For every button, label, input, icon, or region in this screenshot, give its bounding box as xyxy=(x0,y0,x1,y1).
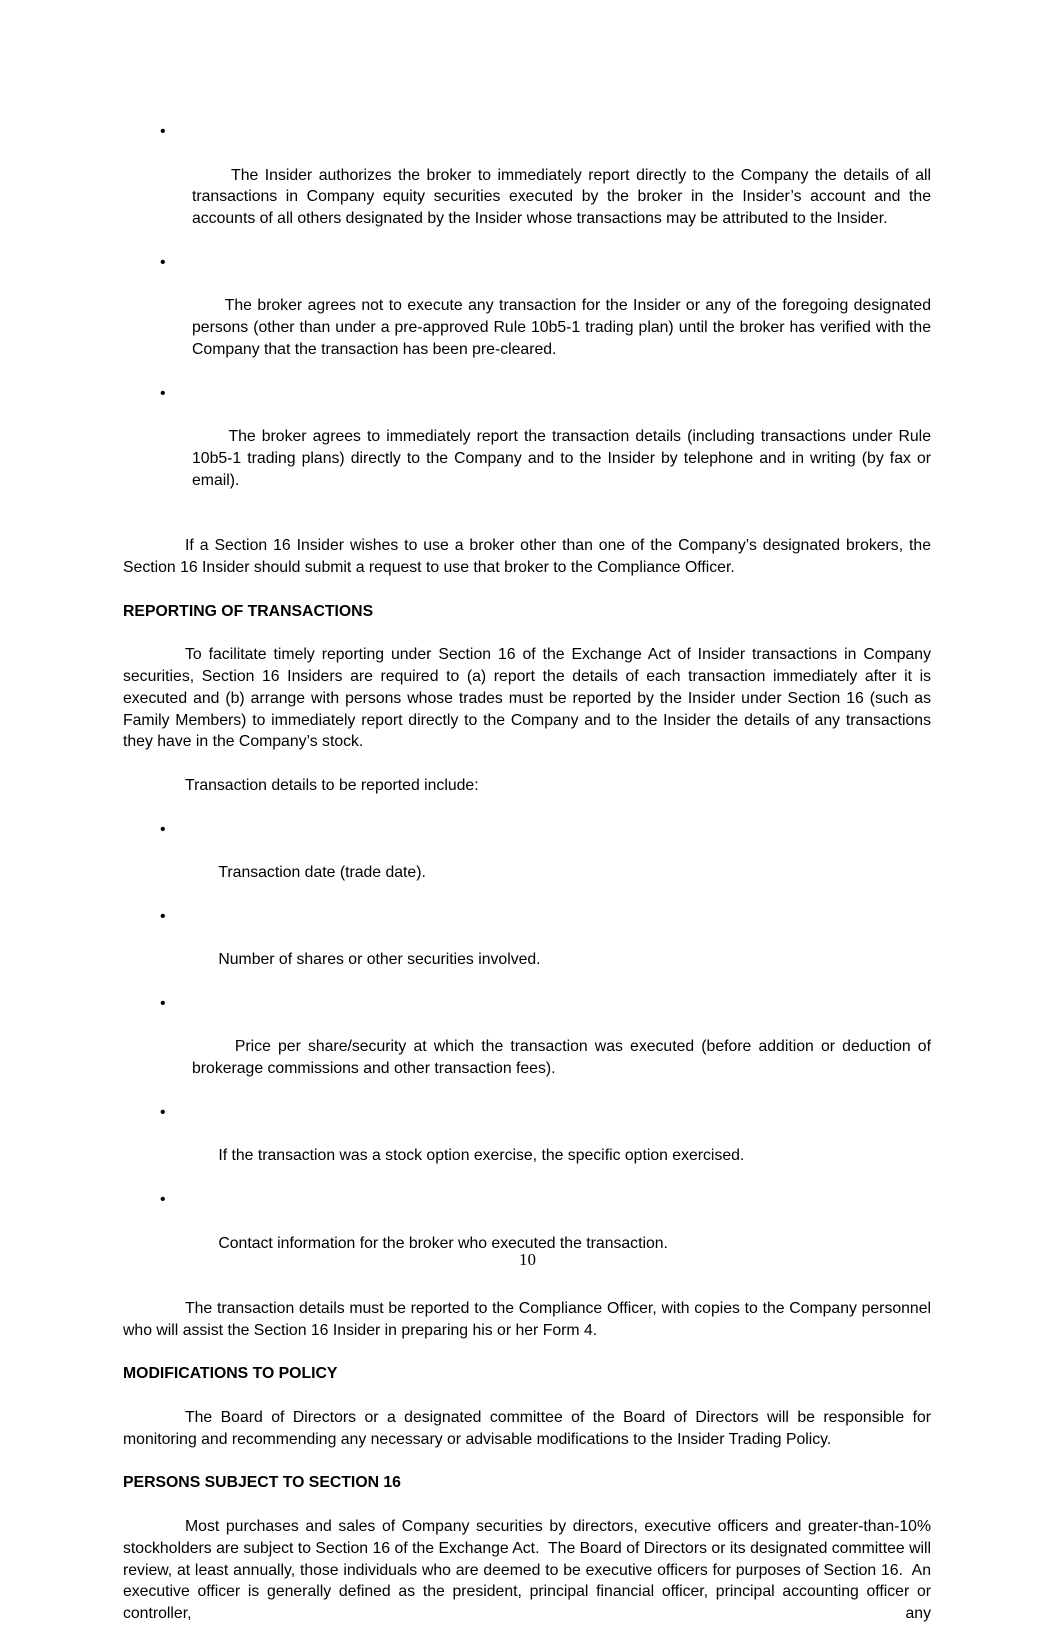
page-number: 10 xyxy=(519,1250,536,1269)
paragraph-transaction-details-intro: Transaction details to be reported include: xyxy=(185,776,479,794)
paragraph-section-16-persons: Most purchases and sales of Company securities by directors, executive officers and greater-than-10% stockholders are subject to Section 16 of the Exchange Act. The Board of Directors or its designated committee will review, at least annually, those individuals who are deemed to be executive officers for purposes of Section 16. An executive officer is generally defined as the president, principal financial officer, principal accounting officer or controller, any xyxy=(123,1518,936,1623)
list-item-text: If the transaction was a stock option exercise, the specific option exercised. xyxy=(218,1147,745,1165)
list-item xyxy=(123,819,931,906)
list-item xyxy=(123,121,936,252)
list-item-text: Transaction date (trade date). xyxy=(218,864,426,882)
list-item-text: The Insider authorizes the broker to immediately report directly to the Company the details of all transactions in Company equity securities executed by the broker in the Insider’s account and the accounts of all others designated by the Insider whose transactions may be attributed to the Insider. xyxy=(192,166,936,228)
bullet-icon: • xyxy=(160,820,166,838)
list-item-text: Number of shares or other securities involved. xyxy=(218,951,541,969)
heading-modifications-to-policy: MODIFICATIONS TO POLICY xyxy=(123,1365,338,1383)
heading-reporting-of-transactions: REPORTING OF TRANSACTIONS xyxy=(123,602,374,620)
bullet-icon: • xyxy=(160,253,166,271)
heading-persons-subject-section-16: PERSONS SUBJECT TO SECTION 16 xyxy=(123,1474,401,1492)
list-item xyxy=(123,906,931,993)
list-item-text: The broker agrees not to execute any transaction for the Insider or any of the foregoing designated persons (other than under a pre-approved Rule 10b5-1 trading plan) until the broker has verified with the Company that the transaction has been pre-cleared. xyxy=(192,297,936,358)
bullet-icon: • xyxy=(160,994,166,1012)
list-item xyxy=(123,383,936,514)
paragraph-reporting-intro: To facilitate timely reporting under Section 16 of the Exchange Act of Insider transactions in Company securities, Section 16 Insiders are required to (a) report the details of each transaction immediately after it is executed and (b) arrange with persons whose trades must be reported by the Insider under Section 16 (such as Family Members) to immediately report directly to the Company and to the Insider the details of any transactions they have in the Company’s stock. xyxy=(123,646,936,751)
paragraph-broker-request: If a Section 16 Insider wishes to use a broker other than one of the Company’s designated brokers, the Section 16 Insider should submit a request to use that broker to the Compliance Officer. xyxy=(123,537,936,576)
list-item xyxy=(123,1102,931,1189)
paragraph-compliance-reporting: The transaction details must be reported to the Compliance Officer, with copies to the Company personnel who will assist the Section 16 Insider in preparing his or her Form 4. xyxy=(123,1300,936,1339)
bullet-list-broker-requirements xyxy=(123,121,936,513)
bullet-icon: • xyxy=(160,123,166,140)
list-item xyxy=(123,993,936,1102)
bullet-icon: • xyxy=(160,907,166,925)
bullet-icon: • xyxy=(160,384,166,402)
list-item-text: Contact information for the broker who executed the transaction. xyxy=(218,1234,668,1252)
list-item xyxy=(123,252,936,383)
bullet-list-transaction-details xyxy=(123,819,936,1277)
paragraph-board-modifications: The Board of Directors or a designated committee of the Board of Directors will be responsible for monitoring and recommending any necessary or advisable modifications to the Insider Trading Policy. xyxy=(123,1409,936,1448)
bullet-icon: • xyxy=(160,1103,166,1121)
list-item-text: The broker agrees to immediately report the transaction details (including transactions under Rule 10b5-1 trading plans) directly to the Company and to the Insider by telephone and in writing (by fax or email). xyxy=(192,428,936,489)
bullet-icon: • xyxy=(160,1191,166,1209)
list-item-text: Price per share/security at which the transaction was executed (before addition or deduction of brokerage commissions and other transaction fees). xyxy=(192,1038,936,1078)
